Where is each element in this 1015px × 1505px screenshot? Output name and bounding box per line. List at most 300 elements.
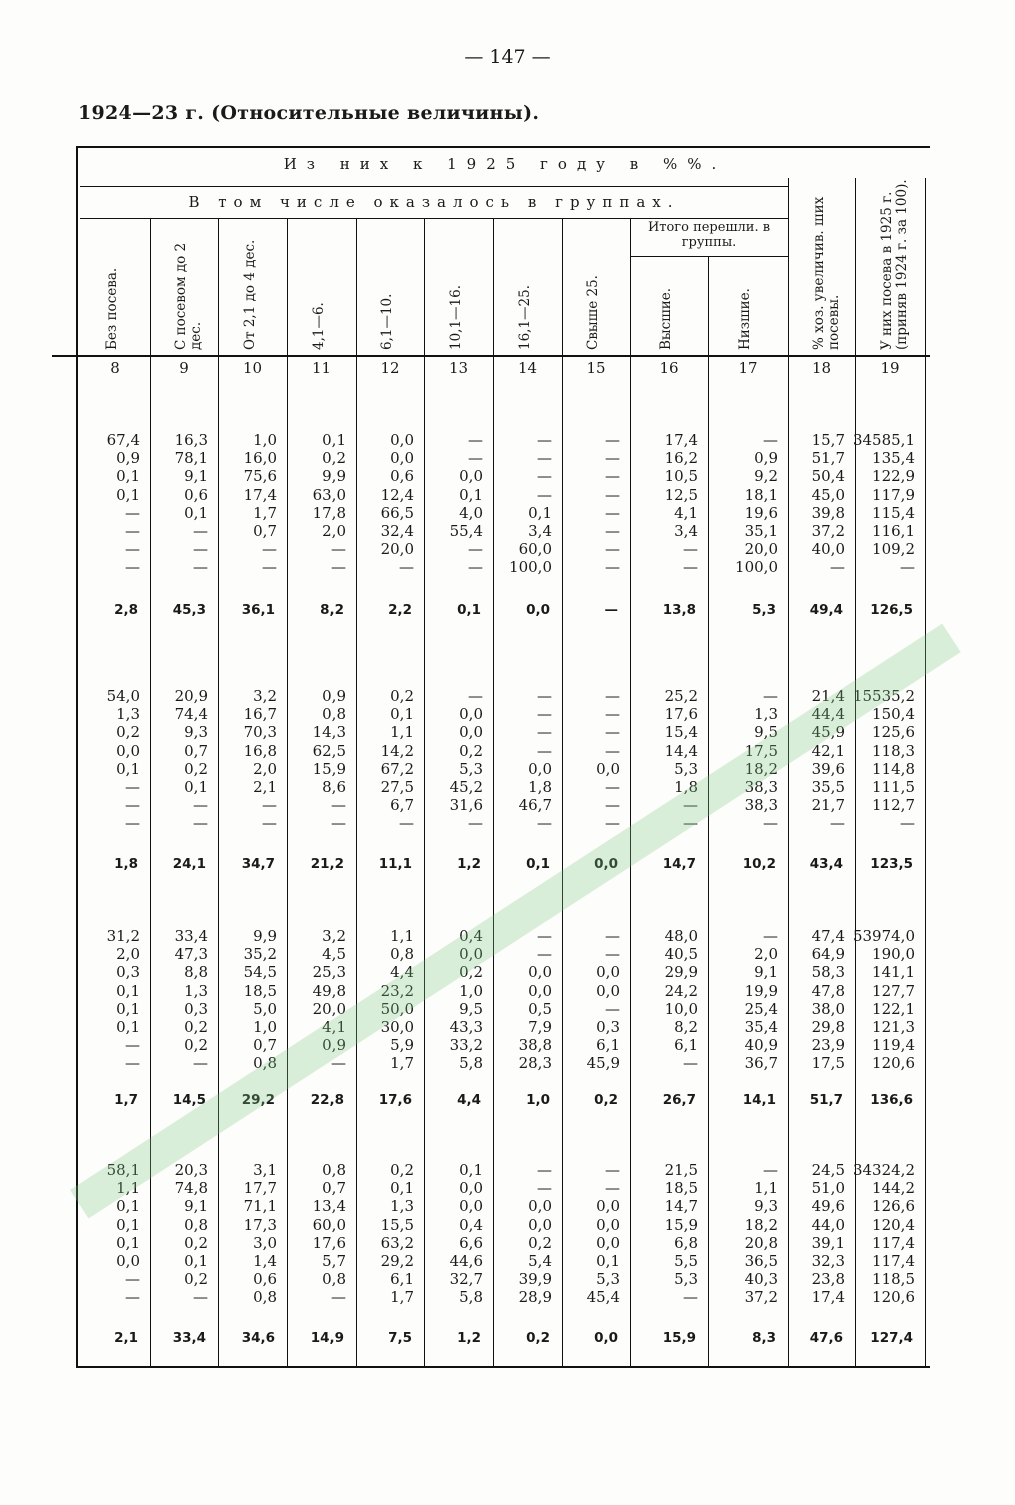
total-cell: 24,1	[172, 856, 206, 872]
table-cell: 74,4	[174, 705, 208, 724]
column-number: 18	[811, 359, 832, 377]
table-cell: —	[537, 705, 552, 724]
table-cell: 0,7	[253, 522, 277, 540]
table-cell: 1,1	[390, 723, 414, 742]
table-cell: —	[605, 814, 620, 833]
table-cell: 23,2	[380, 981, 414, 1000]
table-cell: 0,0	[528, 1215, 552, 1234]
total-cell: 26,7	[662, 1092, 696, 1108]
table-cell: 40,5	[664, 945, 698, 964]
total-cell: 43,4	[809, 856, 843, 872]
total-cell: 136,6	[870, 1092, 913, 1108]
table-cell: 150,4	[872, 705, 915, 724]
table-cell: 54,5	[243, 963, 277, 982]
table-cell: 54,0	[106, 687, 140, 705]
table-cell: 63,0	[312, 485, 346, 504]
left-border	[76, 146, 78, 1368]
table-cell: —	[537, 723, 552, 742]
table-cell: 0,0	[596, 759, 620, 778]
table-cell: 45,4	[586, 1288, 620, 1307]
total-cell: 1,2	[457, 1330, 481, 1346]
table-cell: 116,1	[872, 522, 915, 540]
table-cell: 4,5	[322, 945, 346, 964]
table-cell: 28,9	[518, 1288, 552, 1307]
column-number: 9	[179, 359, 189, 377]
table-cell: 5,8	[459, 1054, 483, 1073]
table-cell: —	[399, 814, 414, 833]
table-cell: 122,9	[872, 467, 915, 486]
table-cell: 18,5	[664, 1179, 698, 1198]
table-cell: —	[262, 814, 277, 833]
total-cell: 21,2	[310, 856, 344, 872]
table-cell: 6,6	[459, 1233, 483, 1252]
table-cell: 50,4	[811, 467, 845, 486]
table-cell: 14,7	[664, 1197, 698, 1216]
table-cell: 1,0	[253, 431, 277, 449]
table-cell: 17,6	[312, 1233, 346, 1252]
table-cell: 25,3	[312, 963, 346, 982]
table-cell: 63,2	[380, 1233, 414, 1252]
table-cell: 71,1	[243, 1197, 277, 1216]
table-cell: 121,3	[872, 1018, 915, 1036]
table-cell: 117,4	[872, 1252, 915, 1270]
table-cell: 13,4	[312, 1197, 346, 1216]
table-cell: 3,1	[253, 1161, 277, 1179]
table-cell: 19,9	[744, 981, 778, 1000]
table-cell: 20,0	[380, 540, 414, 559]
table-cell: 45,9	[811, 723, 845, 742]
table-cell: 0,8	[322, 1161, 346, 1179]
table-cell: 7,9	[528, 1018, 552, 1036]
table-cell: —	[193, 1288, 208, 1307]
table-cell: —	[331, 796, 346, 815]
table-cell: 21,7	[811, 796, 845, 815]
table-cell: 49,8	[312, 981, 346, 1000]
table-cell: 115,4	[872, 503, 915, 522]
table-cell: 1,0	[459, 981, 483, 1000]
table-cell: —	[125, 1054, 140, 1073]
table-cell: 36,7	[744, 1054, 778, 1073]
table-cell: 5,3	[674, 1270, 698, 1289]
table-cell: 125,6	[872, 723, 915, 742]
total-cell: 123,5	[870, 856, 913, 872]
table-cell: —	[262, 558, 277, 577]
column-number: 12	[380, 359, 400, 377]
table-cell: —	[900, 558, 915, 577]
table-cell: 0,6	[253, 1270, 277, 1289]
table-cell: 0,8	[322, 1270, 346, 1289]
table-cell: 120,6	[872, 1288, 915, 1307]
table-cell: 9,9	[253, 927, 277, 945]
table-cell: —	[537, 945, 552, 964]
table-cell: 9,3	[754, 1197, 778, 1216]
table-cell: 15,9	[312, 759, 346, 778]
total-cell: 14,1	[742, 1092, 776, 1108]
column-divider	[493, 218, 494, 1368]
column-divider	[218, 218, 219, 1368]
table-cell: 20,9	[174, 687, 208, 705]
table-cell: —	[331, 540, 346, 559]
table-cell: —	[125, 796, 140, 815]
table-cell: —	[468, 431, 483, 449]
table-cell: 44,0	[811, 1215, 845, 1234]
table-cell: —	[262, 796, 277, 815]
column-label: % хоз. увеличив. ших посевы.	[810, 196, 842, 350]
table-cell: 17,3	[243, 1215, 277, 1234]
header-bottom-rule	[52, 355, 930, 357]
table-cell: 32,4	[380, 522, 414, 540]
table-cell: 119,4	[872, 1036, 915, 1055]
table-cell: 0,2	[390, 1161, 414, 1179]
table-cell: —	[605, 1179, 620, 1198]
column-label: 6,1—10.	[379, 293, 395, 350]
total-cell: —	[604, 602, 618, 618]
table-cell: 17,5	[744, 741, 778, 760]
table-cell: —	[763, 927, 778, 945]
column-number: 10	[242, 359, 263, 377]
table-cell: 9,1	[184, 467, 208, 486]
table-cell: 17,4	[664, 431, 698, 449]
table-cell: 3,2	[253, 687, 277, 705]
table-cell: —	[262, 540, 277, 559]
table-cell: 5,3	[459, 759, 483, 778]
table-cell: 0,1	[322, 431, 346, 449]
table-cell: 0,1	[116, 1233, 140, 1252]
table-cell: 4,0	[459, 503, 483, 522]
table-cell: —	[605, 485, 620, 504]
total-cell: 0,2	[526, 1330, 550, 1346]
table-cell: —	[399, 558, 414, 577]
table-cell: 0,9	[322, 1036, 346, 1055]
column-divider	[356, 218, 357, 1368]
table-cell: 29,8	[811, 1018, 845, 1036]
table-cell: 19,6	[744, 503, 778, 522]
table-cell: 62,5	[312, 741, 346, 760]
table-cell: 2,0	[754, 945, 778, 964]
header-subgroup-total: Итого перешли. в группы.	[647, 220, 771, 250]
table-cell: 21,4	[811, 687, 845, 705]
table-cell: 100,0	[509, 558, 552, 577]
table-cell: 0,1	[390, 1179, 414, 1198]
table-cell: 45,2	[449, 778, 483, 796]
total-cell: 11,1	[378, 856, 412, 872]
table-cell: 53974,0	[852, 927, 915, 945]
table-cell: —	[537, 814, 552, 833]
total-cell: 5,3	[752, 602, 776, 618]
table-cell: 29,2	[380, 1252, 414, 1270]
table-cell: —	[763, 1161, 778, 1179]
column-label: От 2,1 до 4 дес.	[241, 239, 258, 350]
table-cell: 33,2	[449, 1036, 483, 1055]
table-cell: —	[605, 1161, 620, 1179]
table-cell: 8,8	[184, 963, 208, 982]
table-cell: 144,2	[872, 1179, 915, 1198]
table-cell: 17,8	[312, 503, 346, 522]
table-cell: 1,0	[253, 1018, 277, 1036]
table-cell: 0,8	[390, 945, 414, 964]
table-cell: 37,2	[744, 1288, 778, 1307]
total-cell: 15,9	[662, 1330, 696, 1346]
table-cell: 47,8	[811, 981, 845, 1000]
column-divider	[855, 178, 856, 1368]
table-cell: 1,3	[116, 705, 140, 724]
table-cell: 111,5	[872, 778, 915, 796]
table-cell: 31,6	[449, 796, 483, 815]
total-cell: 17,6	[378, 1092, 412, 1108]
table-cell: 0,3	[116, 963, 140, 982]
table-cell: 0,2	[184, 759, 208, 778]
column-number: 11	[311, 359, 332, 377]
table-cell: —	[605, 741, 620, 760]
table-cell: 70,3	[243, 723, 277, 742]
table-cell: 9,1	[184, 1197, 208, 1216]
column-label: Без посева.	[104, 267, 120, 350]
table-cell: 0,1	[116, 1215, 140, 1234]
table-cell: 0,2	[528, 1233, 552, 1252]
table-cell: 8,2	[674, 1018, 698, 1036]
table-cell: 16,3	[174, 431, 208, 449]
table-cell: 0,0	[459, 945, 483, 964]
table-cell: 0,0	[459, 1197, 483, 1216]
table-cell: 0,0	[528, 759, 552, 778]
total-cell: 34,7	[241, 856, 275, 872]
table-cell: 2,0	[116, 945, 140, 964]
table-cell: 60,0	[312, 1215, 346, 1234]
column-label: 4,1—6.	[310, 302, 327, 350]
table-cell: —	[537, 431, 552, 449]
total-cell: 7,5	[388, 1330, 412, 1346]
table-cell: —	[468, 540, 483, 559]
table-cell: 109,2	[872, 540, 915, 559]
total-cell: 0,1	[526, 856, 550, 872]
table-cell: —	[830, 558, 845, 577]
table-cell: 18,2	[744, 1215, 778, 1234]
total-cell: 36,1	[241, 602, 275, 618]
table-cell: 10,5	[664, 467, 698, 486]
table-cell: 6,1	[390, 1270, 414, 1289]
table-cell: 0,0	[459, 1179, 483, 1198]
table-cell: —	[125, 558, 140, 577]
total-cell: 1,7	[114, 1092, 138, 1108]
table-cell: 0,0	[596, 981, 620, 1000]
table-cell: 0,1	[459, 1161, 483, 1179]
table-bottom-rule	[78, 1366, 930, 1368]
table-cell: 3,2	[322, 927, 346, 945]
table-cell: —	[683, 796, 698, 815]
table-cell: 0,1	[116, 485, 140, 504]
table-cell: 9,9	[322, 467, 346, 486]
table-cell: 25,4	[744, 999, 778, 1018]
table-cell: 42,1	[811, 741, 845, 760]
table-cell: 0,4	[459, 927, 483, 945]
table-cell: —	[193, 558, 208, 577]
total-cell: 8,2	[320, 602, 344, 618]
table-cell: 74,8	[174, 1179, 208, 1198]
table-cell: 44,4	[811, 705, 845, 724]
table-cell: —	[537, 449, 552, 468]
table-cell: 0,1	[528, 503, 552, 522]
table-cell: —	[537, 687, 552, 705]
table-cell: —	[605, 945, 620, 964]
table-cell: 0,2	[184, 1270, 208, 1289]
table-cell: 43,3	[449, 1018, 483, 1036]
total-cell: 126,5	[870, 602, 913, 618]
table-cell: 66,5	[380, 503, 414, 522]
column-label: Высшие.	[658, 287, 674, 350]
total-cell: 0,0	[594, 1330, 618, 1346]
table-cell: 0,0	[596, 1233, 620, 1252]
total-cell: 29,2	[241, 1092, 275, 1108]
table-cell: 120,4	[872, 1215, 915, 1234]
table-cell: 15,4	[664, 723, 698, 742]
column-divider	[708, 256, 709, 1368]
table-cell: —	[331, 814, 346, 833]
table-cell: 1,1	[754, 1179, 778, 1198]
table-cell: 0,1	[459, 485, 483, 504]
table-cell: —	[605, 449, 620, 468]
table-cell: —	[763, 814, 778, 833]
table-cell: —	[468, 687, 483, 705]
table-cell: 114,8	[872, 759, 915, 778]
table-cell: —	[125, 778, 140, 796]
table-cell: 8,6	[322, 778, 346, 796]
table-cell: 0,9	[754, 449, 778, 468]
table-cell: 0,0	[116, 741, 140, 760]
table-cell: 44,6	[449, 1252, 483, 1270]
table-cell: 16,2	[664, 449, 698, 468]
table-cell: 5,0	[253, 999, 277, 1018]
table-cell: 34585,1	[852, 431, 915, 449]
table-cell: 1,1	[116, 1179, 140, 1198]
table-cell: —	[468, 558, 483, 577]
table-cell: 0,4	[459, 1215, 483, 1234]
table-cell: 18,5	[243, 981, 277, 1000]
table-cell: 38,8	[518, 1036, 552, 1055]
table-cell: 5,9	[390, 1036, 414, 1055]
table-cell: —	[605, 558, 620, 577]
table-top-rule	[78, 146, 930, 148]
table-cell: 40,3	[744, 1270, 778, 1289]
table-cell: 14,2	[380, 741, 414, 760]
table-cell: —	[193, 522, 208, 540]
table-cell: —	[537, 927, 552, 945]
table-cell: 75,6	[243, 467, 277, 486]
table-cell: —	[605, 723, 620, 742]
table-cell: 1,3	[390, 1197, 414, 1216]
table-cell: 118,3	[872, 741, 915, 760]
table-cell: —	[125, 1270, 140, 1289]
table-cell: 18,1	[744, 485, 778, 504]
table-cell: 0,1	[116, 999, 140, 1018]
table-cell: 9,3	[184, 723, 208, 742]
total-cell: 8,3	[752, 1330, 776, 1346]
table-cell: 0,1	[184, 778, 208, 796]
table-cell: 127,7	[872, 981, 915, 1000]
total-cell: 14,9	[310, 1330, 344, 1346]
table-cell: 0,1	[116, 981, 140, 1000]
table-cell: 0,0	[528, 981, 552, 1000]
table-cell: 16,0	[243, 449, 277, 468]
table-cell: 135,4	[872, 449, 915, 468]
table-cell: 0,1	[596, 1252, 620, 1270]
table-cell: 0,7	[322, 1179, 346, 1198]
column-number: 8	[110, 359, 120, 377]
table-cell: 0,8	[184, 1215, 208, 1234]
table-cell: 33,4	[174, 927, 208, 945]
table-cell: —	[468, 814, 483, 833]
table-cell: 117,9	[872, 485, 915, 504]
table-cell: 17,4	[243, 485, 277, 504]
table-cell: 0,0	[459, 723, 483, 742]
table-cell: —	[331, 1054, 346, 1073]
table-cell: 39,6	[811, 759, 845, 778]
table-cell: 0,2	[184, 1233, 208, 1252]
total-cell: 0,0	[526, 602, 550, 618]
table-cell: 0,8	[253, 1054, 277, 1073]
table-cell: 0,2	[116, 723, 140, 742]
table-cell: 67,4	[106, 431, 140, 449]
table-cell: 20,0	[312, 999, 346, 1018]
total-cell: 0,1	[457, 602, 481, 618]
table-cell: 0,1	[116, 1197, 140, 1216]
table-cell: 5,8	[459, 1288, 483, 1307]
table-cell: —	[605, 778, 620, 796]
total-cell: 45,3	[172, 602, 206, 618]
table-cell: 118,5	[872, 1270, 915, 1289]
table-cell: 5,5	[674, 1252, 698, 1270]
table-cell: 25,2	[664, 687, 698, 705]
total-cell: 10,2	[742, 856, 776, 872]
table-cell: —	[331, 1288, 346, 1307]
table-cell: 39,9	[518, 1270, 552, 1289]
table-cell: 23,8	[811, 1270, 845, 1289]
table-cell: 17,6	[664, 705, 698, 724]
table-cell: —	[125, 522, 140, 540]
table-cell: 0,1	[116, 467, 140, 486]
table-cell: 37,2	[811, 522, 845, 540]
table-cell: 1,1	[390, 927, 414, 945]
table-cell: 47,3	[174, 945, 208, 964]
table-cell: 5,3	[674, 759, 698, 778]
header-rule-1	[80, 186, 788, 187]
column-label: 16,1—25.	[516, 284, 533, 350]
table-cell: 30,0	[380, 1018, 414, 1036]
table-cell: 1,4	[253, 1252, 277, 1270]
table-cell: 39,1	[811, 1233, 845, 1252]
column-number: 19	[880, 359, 900, 377]
table-cell: 35,4	[744, 1018, 778, 1036]
table-cell: 0,9	[116, 449, 140, 468]
table-cell: —	[193, 540, 208, 559]
table-cell: —	[763, 687, 778, 705]
table-cell: 29,9	[664, 963, 698, 982]
table-cell: —	[605, 522, 620, 540]
table-cell: —	[125, 540, 140, 559]
column-number: 16	[659, 359, 679, 377]
total-cell: 2,1	[114, 1330, 138, 1346]
right-border	[925, 178, 926, 1368]
column-divider	[788, 178, 789, 1368]
table-cell: 0,0	[528, 963, 552, 982]
table-cell: 17,5	[811, 1054, 845, 1073]
table-cell: 10,0	[664, 999, 698, 1018]
table-cell: 1,7	[253, 503, 277, 522]
table-cell: 9,5	[754, 723, 778, 742]
table-cell: 67,2	[380, 759, 414, 778]
table-cell: 0,9	[322, 687, 346, 705]
table-cell: 17,7	[243, 1179, 277, 1198]
table-cell: 1,3	[184, 981, 208, 1000]
